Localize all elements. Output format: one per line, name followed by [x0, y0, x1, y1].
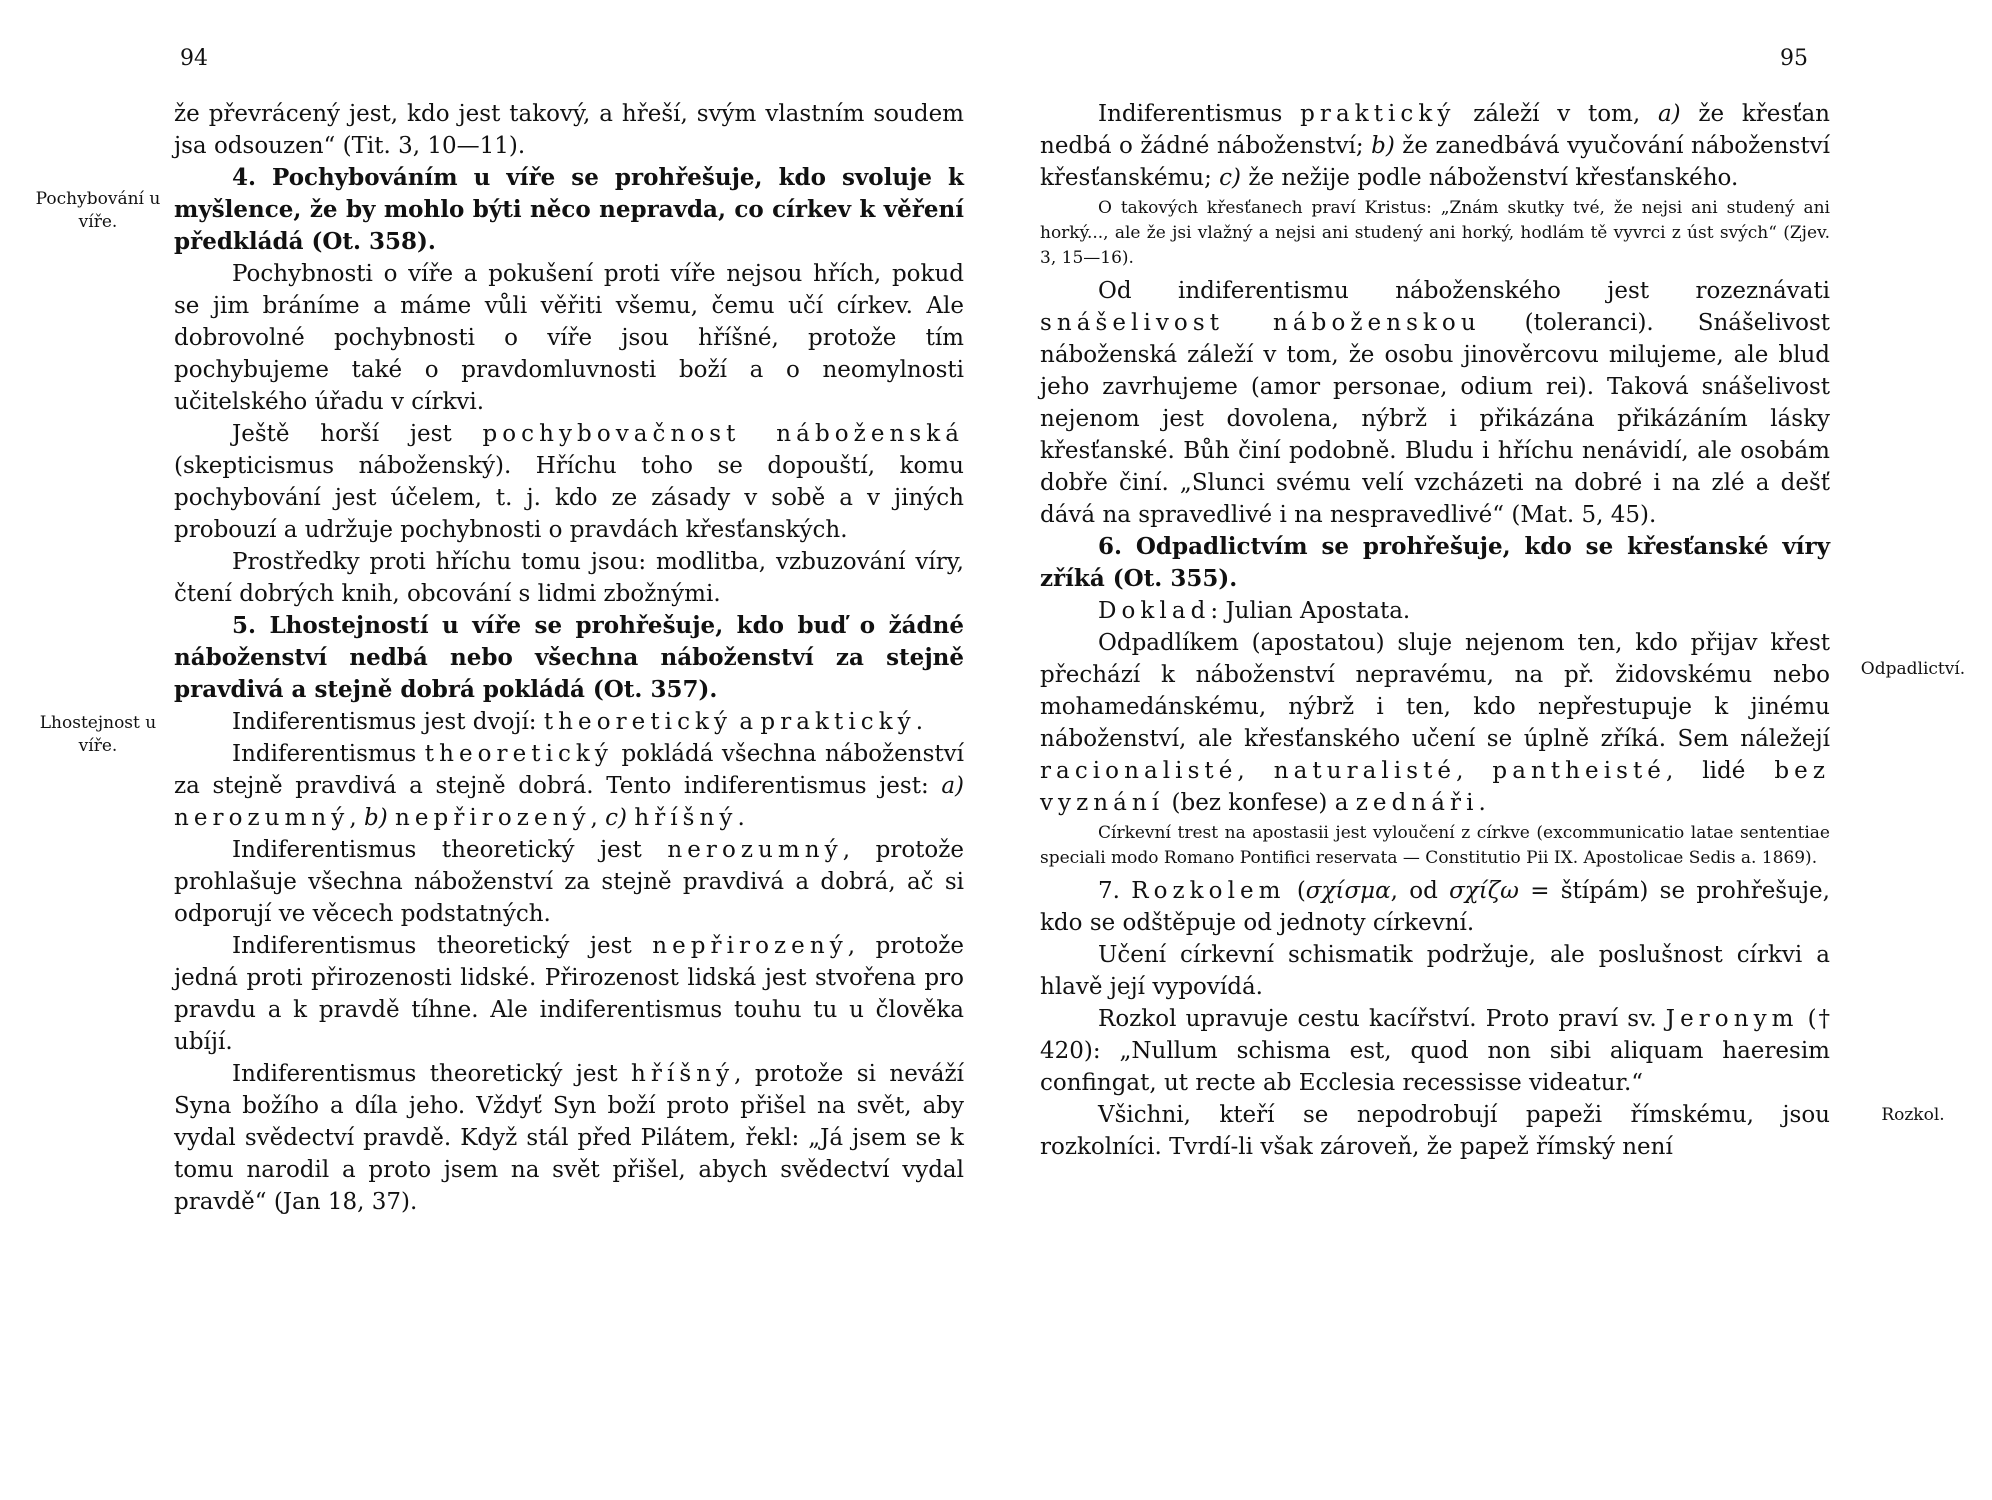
spaced-term: pochybovačnost náboženská: [482, 421, 964, 447]
section-heading-6: 6. Odpadlictvím se prohřešuje, kdo se křesťanské víry zříká (Ot. 355).: [1040, 533, 1830, 592]
margin-note-odpadlictvi: Odpadlictví.: [1860, 659, 1966, 679]
paragraph: Indiferentismus theoretický jest nepřirozený, protože jedná proti přirozenosti lidské. Přirozenost lidská jest stvořena pro pravdu a k pravdě tíhne. Ale indiferentismus touhu tu u člověka ubíjí.: [174, 933, 964, 1055]
paragraph: 7. Rozkolem (σχίσμα, od σχίζω = štípám) se prohřešuje, kdo se odštěpuje od jednoty církevní.: [1040, 878, 1830, 936]
paragraph: Ještě horší jest pochybovačnost náboženská (skepticismus náboženský). Hříchu toho se dopouští, komu pochybování jest účelem, t. j. kdo ze zásady v sobě a v jiných probouzí a udržuje pochybnosti o pravdách křesťanských.: [174, 421, 964, 543]
paragraph: že převrácený jest, kdo jest takový, a hřeší, svým vlastním soudem jsa odsouzen“ (Tit. 3, 10—11).: [174, 101, 964, 159]
section-heading-4: 4. Pochybováním u víře se prohřešuje, kdo svoluje k myšlence, že by mohlo býti něco nepravda, co církev k věření předkládá (Ot. 358).: [174, 164, 964, 255]
paragraph: Indiferentismus theoretický pokládá všechna náboženství za stejně pravdivá a stejně dobrá. Tento indiferentismus jest: a) nerozumný, b) nepřirozený, c) hříšný.: [174, 741, 964, 831]
small-print-note: Církevní trest na apostasii jest vyloučení z církve (excommunicatio latae sententiae speciali modo Romano Pontifici reservata — Constitutio Pii IX. Apostolicae Sedis a. 1869).: [1040, 823, 1830, 868]
paragraph: Odpadlíkem (apostatou) sluje nejenom ten, kdo přijav křest přechází k náboženství nepravému, na př. židovskému nebo mohamedánskému, nýbrž i ten, kdo nepřestupuje k jinému náboženství, ale křesťanského učení se úplně zříká. Sem náležejí racionalisté, naturalisté, pantheisté, lidé bez vyznání (bez konfese) a zednáři.: [1040, 630, 1831, 816]
paragraph: Pochybnosti o víře a pokušení proti víře nejsou hřích, pokud se jim bráníme a máme vůli věřiti všemu, čemu učí církev. Ale dobrovolné pochybnosti o víře jsou hříšné, protože tím pochybujeme také o pravdomluvnosti boží a o neomylnosti učitelského úřadu v církvi.: [174, 261, 964, 415]
right-page-number: 95: [1780, 46, 1808, 71]
small-print-note: O takových křesťanech praví Kristus: „Znám skutky tvé, že nejsi ani studený ani horký..., ale že jsi vlažný a nejsi ani studený ani horký, hodlám tě vyvrci z úst svých“ (Zjev. 3, 15—16).: [1040, 198, 1830, 268]
paragraph: Učení církevní schismatik podržuje, ale poslušnost církvi a hlavě její vypovídá.: [1040, 942, 1830, 1000]
paragraph: Prostředky proti hříchu tomu jsou: modlitba, vzbuzování víry, čtení dobrých knih, obcování s lidmi zbožnými.: [174, 549, 964, 607]
paragraph: Doklad: Julian Apostata.: [1098, 598, 1411, 624]
paragraph: Indiferentismus praktický záleží v tom, a) že křesťan nedbá o žádné náboženství; b) že zanedbává vyučování náboženství křesťanskému; c) že nežije podle náboženství křesťanského.: [1040, 101, 1831, 191]
paragraph: Indiferentismus theoretický jest nerozumný, protože prohlašuje všechna náboženství za stejně pravdivá a dobrá, ač si odporují ve věcech podstatných.: [174, 837, 964, 927]
paragraph: Indiferentismus theoretický jest hříšný, protože si neváží Syna božího a díla jeho. Vždyť Syn boží proto přišel na svět, aby vydal svědectví pravdě. Když stál před Pilátem, řekl: „Já jsem se k tomu narodil a proto jsem na svět přišel, abych svědectví vydal pravdě“ (Jan 18, 37).: [174, 1061, 964, 1215]
margin-note-lhostejnost: Lhostejnost u víře.: [39, 713, 157, 756]
paragraph: Rozkol upravuje cestu kacířství. Proto praví sv. Jeronym († 420): „Nullum schisma est, quod non sibi aliquam haeresim confingat, ut recte ab Ecclesia recessisse videatur.“: [1040, 1006, 1830, 1096]
section-heading-5: 5. Lhostejností u víře se prohřešuje, kdo buď o žádné náboženství nedbá nebo všechna náboženství za stejně pravdivá a stejně dobrá pokládá (Ot. 357).: [174, 612, 964, 703]
margin-note-pochybovani: Pochybování u víře.: [35, 189, 161, 232]
paragraph: Od indiferentismu náboženského jest rozeznávati snášelivost náboženskou (toleranci). Snášelivost náboženská záleží v tom, že osobu jinověrcovu milujeme, ale blud jeho zavrhujeme (amor personae, odium rei). Taková snášelivost nejenom jest dovolena, nýbrž i přikázána přikázáním lásky křesťanské. Bůh činí podobně. Bludu i hříchu nenávidí, ale osobám dobře činí. „Slunci svému velí vzcházeti na dobré i na zlé a dešť dává na spravedlivé i na nespravedlivé“ (Mat. 5, 45).: [1040, 278, 1830, 528]
paragraph: Všichni, kteří se nepodrobují papeži římskému, jsou rozkolníci. Tvrdí-li však zároveň, že papež římský není: [1040, 1102, 1830, 1160]
right-page-text: [1040, 98, 1830, 1163]
left-page-text: [174, 98, 964, 1218]
paragraph: Indiferentismus jest dvojí: theoretický a praktický.: [232, 709, 924, 735]
left-page-number: 94: [180, 46, 208, 71]
margin-note-rozkol: Rozkol.: [1881, 1105, 1945, 1125]
